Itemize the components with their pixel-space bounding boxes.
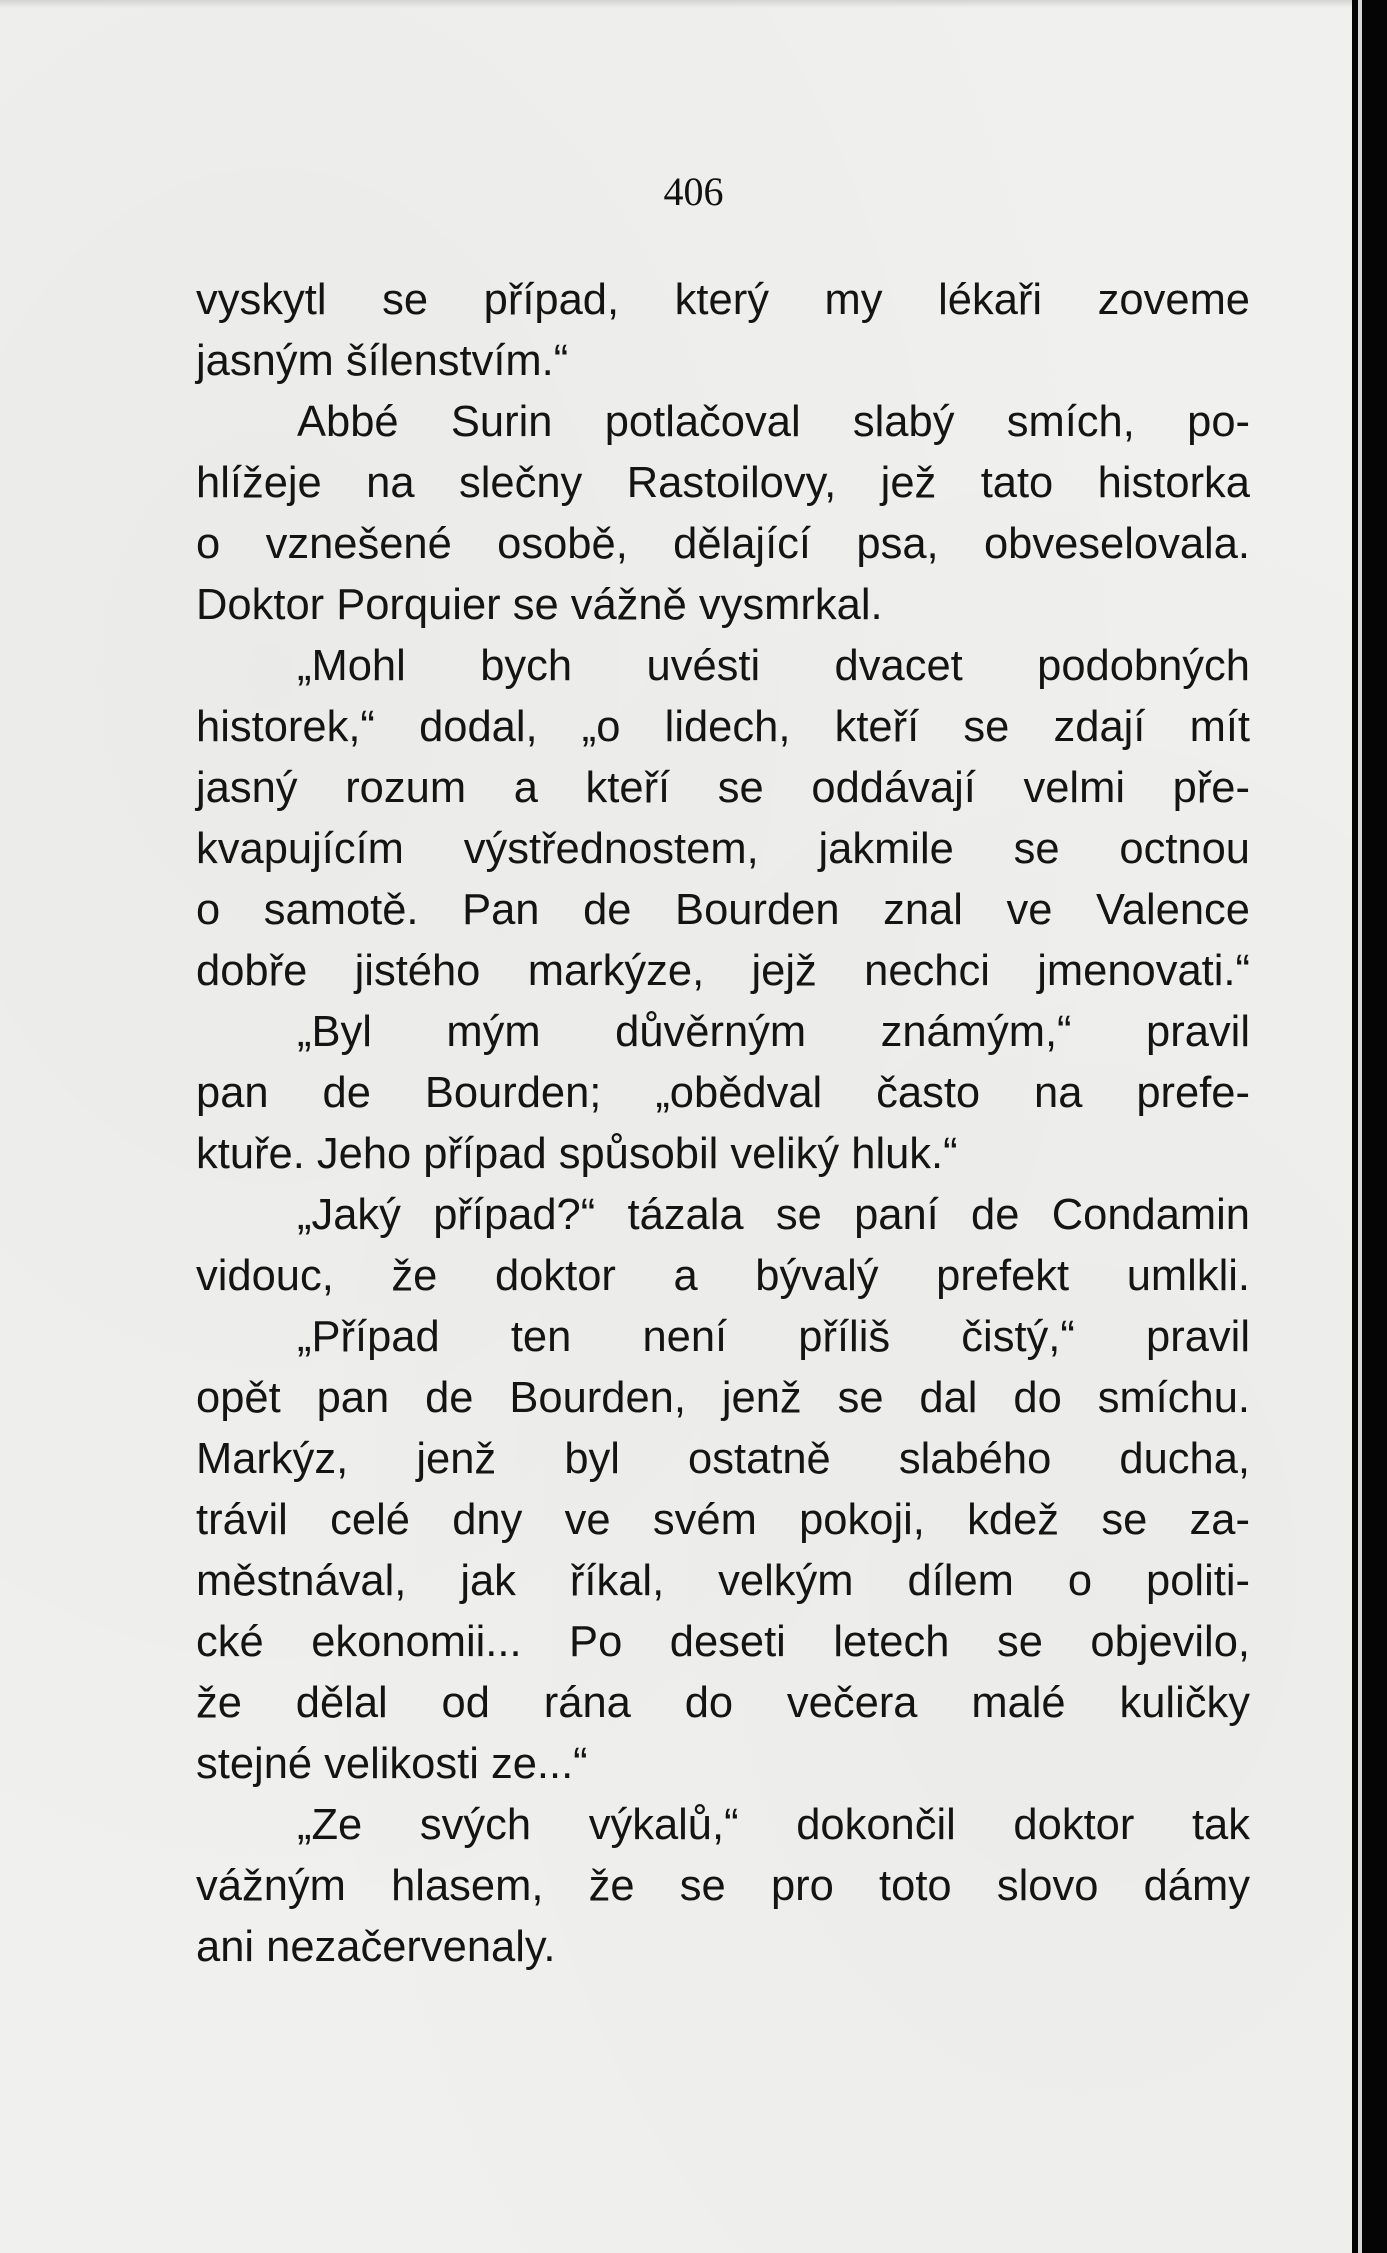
page-number: 406 [663, 169, 724, 214]
text-line: Markýz, jenž byl ostatně slabého ducha, [196, 1435, 1250, 1483]
text-line: že dělal od rána do večera malé kuličky [196, 1679, 1250, 1727]
text-line: kvapujícím výstřednostem, jakmile se octnou [196, 825, 1250, 873]
text-line: Doktor Porquier se vážně vysmrkal. [196, 581, 883, 629]
body-text [196, 270, 1250, 1978]
text-line: vyskytl se případ, který my lékaři zoveme [196, 276, 1250, 324]
text-line: Abbé Surin potlačoval slabý smích, po- [297, 398, 1250, 446]
text-line: jasným šílenstvím.“ [196, 337, 569, 385]
text-line: pan de Bourden; „obědval často na prefe- [196, 1069, 1250, 1117]
text-line: „Ze svých výkalů,“ dokončil doktor tak [297, 1801, 1250, 1849]
text-line: ktuře. Jeho případ spůsobil veliký hluk.“ [196, 1130, 958, 1178]
text-line: trávil celé dny ve svém pokoji, kdež se za- [196, 1496, 1250, 1544]
text-line: hlížeje na slečny Rastoilovy, jež tato historka [196, 459, 1250, 507]
text-line: ani nezačervenaly. [196, 1923, 556, 1971]
text-line: cké ekonomii... Po deseti letech se objevilo, [196, 1618, 1250, 1666]
text-line: stejné velikosti ze...“ [196, 1740, 588, 1788]
text-line: jasný rozum a kteří se oddávají velmi pře- [196, 764, 1250, 812]
text-line: „Jaký případ?“ tázala se paní de Condamin [297, 1191, 1250, 1239]
text-line: dobře jistého markýze, jejž nechci jmenovati.“ [196, 947, 1250, 995]
text-line: „Případ ten není příliš čistý,“ pravil [297, 1313, 1250, 1361]
text-line: „Mohl bych uvésti dvacet podobných [297, 642, 1250, 690]
text-line: o samotě. Pan de Bourden znal ve Valence [196, 886, 1250, 934]
text-line: „Byl mým důvěrným známým,“ pravil [297, 1008, 1250, 1056]
text-line: vážným hlasem, že se pro toto slovo dámy [196, 1862, 1250, 1910]
page-top-edge [0, 0, 1352, 8]
text-line: městnával, jak říkal, velkým dílem o politi- [196, 1557, 1250, 1605]
text-line: vidouc, že doktor a bývalý prefekt umlkli. [196, 1252, 1250, 1300]
text-line: opět pan de Bourden, jenž se dal do smíchu. [196, 1374, 1250, 1422]
text-line: o vznešené osobě, dělající psa, obveselovala. [196, 520, 1250, 568]
text-line: historek,“ dodal, „o lidech, kteří se zdají mít [196, 703, 1250, 751]
book-binding-edge [1352, 0, 1387, 2253]
